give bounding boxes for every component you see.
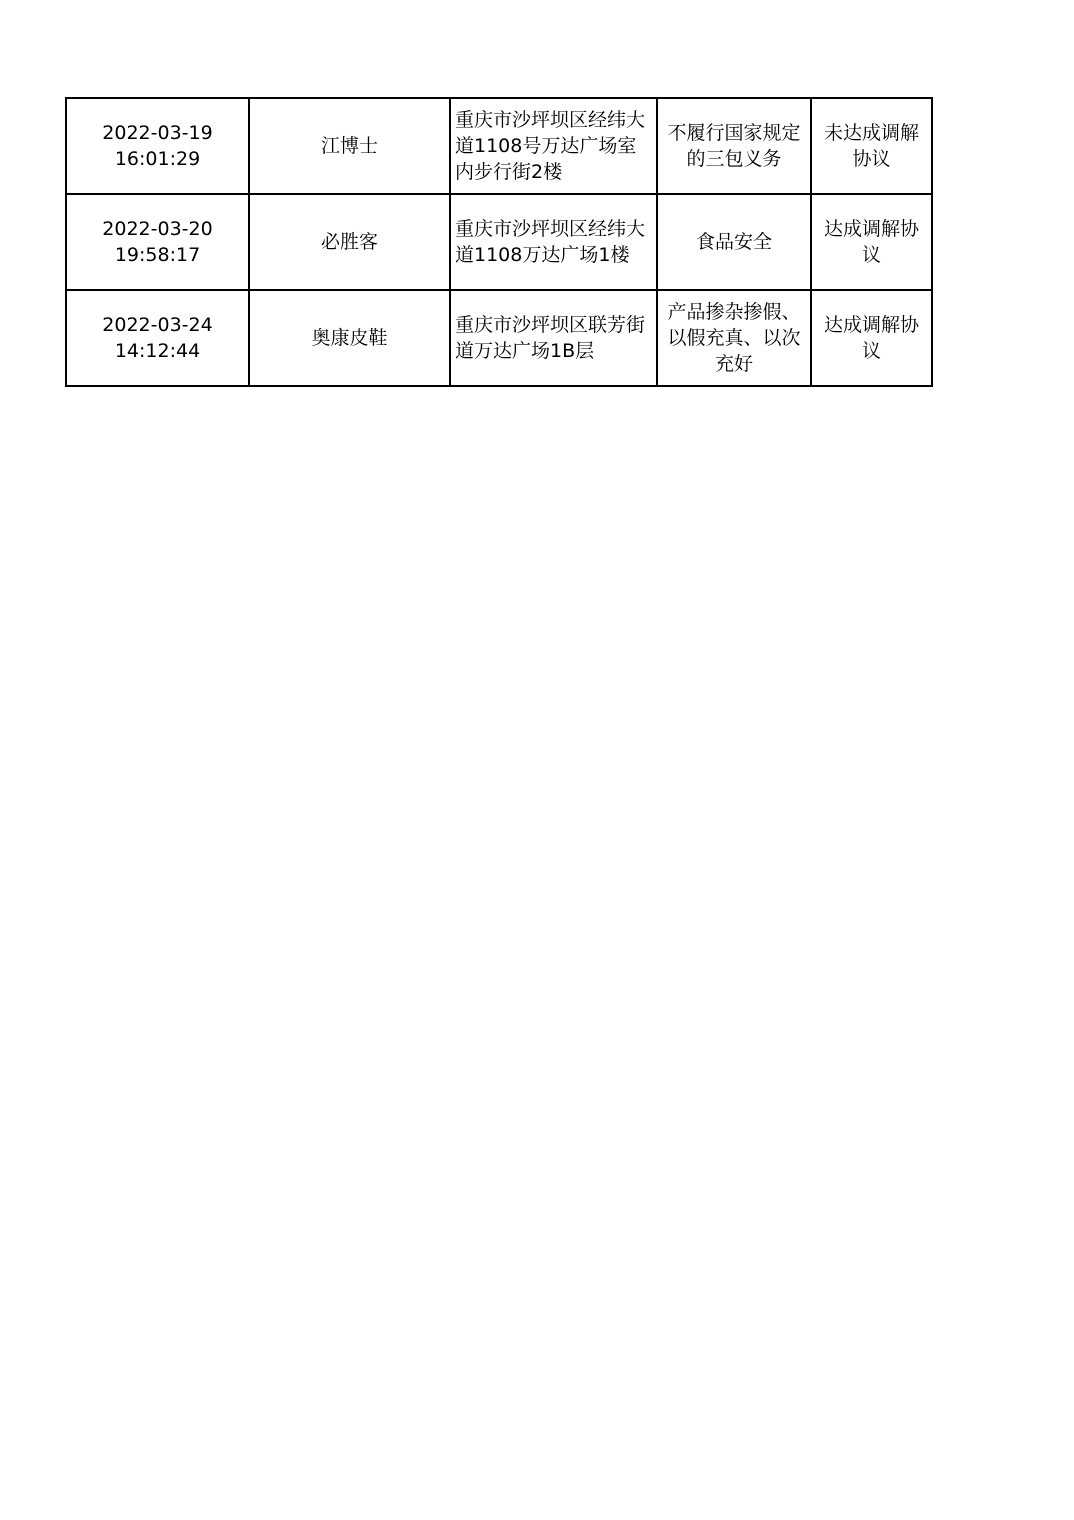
- result-cell: 未达成调解协议: [811, 98, 932, 194]
- date-text: 2022-03-20: [102, 218, 213, 240]
- address-cell: 重庆市沙坪坝区联芳街道万达广场1B层: [450, 290, 657, 386]
- table-row: [66, 290, 932, 386]
- datetime-cell: [66, 194, 249, 290]
- time-text: 14:12:44: [114, 340, 201, 362]
- result-cell: 达成调解协议: [811, 290, 932, 386]
- complaint-records-table: [65, 97, 933, 387]
- address-cell: 重庆市沙坪坝区经纬大道1108万达广场1楼: [450, 194, 657, 290]
- issue-cell: 食品安全: [657, 194, 811, 290]
- date-text: 2022-03-19: [102, 122, 213, 144]
- table-row: [66, 98, 932, 194]
- issue-cell: 产品掺杂掺假、以假充真、以次充好: [657, 290, 811, 386]
- table-row: [66, 194, 932, 290]
- time-text: 19:58:17: [114, 244, 201, 266]
- datetime-cell: [66, 290, 249, 386]
- issue-cell: 不履行国家规定的三包义务: [657, 98, 811, 194]
- date-text: 2022-03-24: [102, 314, 213, 336]
- merchant-cell: 江博士: [249, 98, 450, 194]
- datetime-cell: [66, 98, 249, 194]
- merchant-cell: 奥康皮鞋: [249, 290, 450, 386]
- merchant-cell: 必胜客: [249, 194, 450, 290]
- result-cell: 达成调解协议: [811, 194, 932, 290]
- address-cell: 重庆市沙坪坝区经纬大道1108号万达广场室内步行街2楼: [450, 98, 657, 194]
- time-text: 16:01:29: [114, 148, 201, 170]
